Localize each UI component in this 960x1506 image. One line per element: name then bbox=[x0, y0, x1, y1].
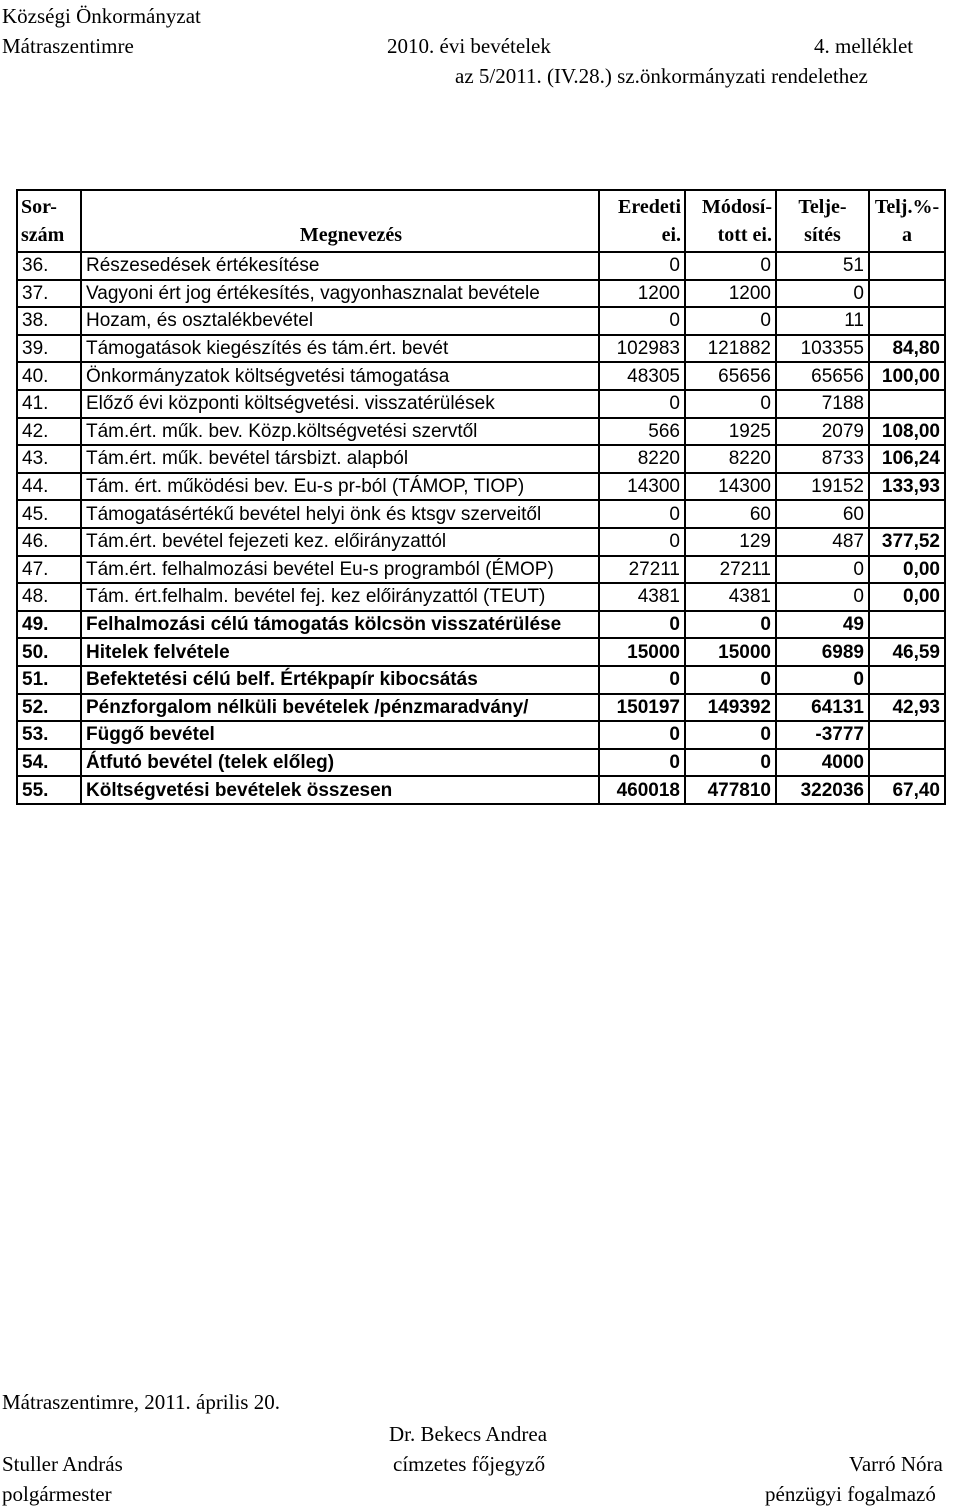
header-teljesites bbox=[776, 190, 869, 252]
row-eredeti: 15000 bbox=[599, 638, 685, 666]
table-body bbox=[17, 252, 945, 804]
row-teljesites: 4000 bbox=[776, 749, 869, 777]
row-teljesites: 51 bbox=[776, 252, 869, 280]
table-row bbox=[17, 528, 945, 556]
row-modositott: 477810 bbox=[685, 776, 776, 804]
table-row bbox=[17, 776, 945, 804]
row-telj-szazalek bbox=[869, 500, 945, 528]
header-eredeti-line2: ei. bbox=[661, 224, 681, 246]
table-row bbox=[17, 500, 945, 528]
row-number: 48. bbox=[17, 583, 81, 611]
row-telj-szazalek: 133,93 bbox=[869, 473, 945, 501]
row-modositott: 27211 bbox=[685, 556, 776, 584]
row-telj-szazalek bbox=[869, 307, 945, 335]
row-name: Vagyoni ért jog értékesítés, vagyonhasznalat bevétele bbox=[81, 280, 599, 308]
finance-officer-name: Varró Nóra bbox=[849, 1452, 943, 1476]
header-eredeti bbox=[599, 190, 685, 252]
row-name: Támogatások kiegészítés és tám.ért. bevét bbox=[81, 335, 599, 363]
row-number: 41. bbox=[17, 390, 81, 418]
row-modositott: 4381 bbox=[685, 583, 776, 611]
row-telj-szazalek: 0,00 bbox=[869, 556, 945, 584]
row-eredeti: 48305 bbox=[599, 362, 685, 390]
row-name: Önkormányzatok költségvetési támogatása bbox=[81, 362, 599, 390]
row-eredeti: 1200 bbox=[599, 280, 685, 308]
row-modositott: 60 bbox=[685, 500, 776, 528]
row-eredeti: 0 bbox=[599, 252, 685, 280]
row-teljesites: 2079 bbox=[776, 418, 869, 446]
row-teljesites: 11 bbox=[776, 307, 869, 335]
row-modositott: 8220 bbox=[685, 445, 776, 473]
row-number: 42. bbox=[17, 418, 81, 446]
row-eredeti: 0 bbox=[599, 390, 685, 418]
table-row bbox=[17, 666, 945, 694]
row-eredeti: 14300 bbox=[599, 473, 685, 501]
row-modositott: 14300 bbox=[685, 473, 776, 501]
row-eredeti: 0 bbox=[599, 528, 685, 556]
header-eredeti-line1: Eredeti bbox=[618, 196, 681, 218]
table-row bbox=[17, 749, 945, 777]
row-telj-szazalek bbox=[869, 611, 945, 639]
row-number: 55. bbox=[17, 776, 81, 804]
row-eredeti: 27211 bbox=[599, 556, 685, 584]
row-number: 45. bbox=[17, 500, 81, 528]
row-modositott: 1200 bbox=[685, 280, 776, 308]
row-name: Függő bevétel bbox=[81, 721, 599, 749]
row-eredeti: 0 bbox=[599, 666, 685, 694]
row-telj-szazalek: 67,40 bbox=[869, 776, 945, 804]
row-modositott: 0 bbox=[685, 666, 776, 694]
row-number: 37. bbox=[17, 280, 81, 308]
row-number: 47. bbox=[17, 556, 81, 584]
header-modositott bbox=[685, 190, 776, 252]
row-name: Hozam, és osztalékbevétel bbox=[81, 307, 599, 335]
row-name: Tám.ért. felhalmozási bevétel Eu-s programból (ÉMOP) bbox=[81, 556, 599, 584]
row-number: 39. bbox=[17, 335, 81, 363]
row-eredeti: 0 bbox=[599, 611, 685, 639]
organization-name: Községi Önkormányzat bbox=[2, 4, 201, 28]
table-row bbox=[17, 611, 945, 639]
table-row bbox=[17, 556, 945, 584]
row-teljesites: 0 bbox=[776, 666, 869, 694]
row-teljesites: 103355 bbox=[776, 335, 869, 363]
row-telj-szazalek: 84,80 bbox=[869, 335, 945, 363]
row-teljesites: 7188 bbox=[776, 390, 869, 418]
row-teljesites: 322036 bbox=[776, 776, 869, 804]
row-teljesites: 8733 bbox=[776, 445, 869, 473]
row-teljesites: 487 bbox=[776, 528, 869, 556]
document-title: 2010. évi bevételek bbox=[387, 34, 551, 58]
row-eredeti: 8220 bbox=[599, 445, 685, 473]
header-pct-line1: Telj.%- bbox=[874, 196, 940, 218]
row-modositott: 0 bbox=[685, 390, 776, 418]
row-telj-szazalek: 106,24 bbox=[869, 445, 945, 473]
row-eredeti: 0 bbox=[599, 721, 685, 749]
row-modositott: 0 bbox=[685, 749, 776, 777]
row-telj-szazalek bbox=[869, 252, 945, 280]
header-sorszam-line2: szám bbox=[21, 224, 65, 246]
table-row bbox=[17, 583, 945, 611]
table-row bbox=[17, 638, 945, 666]
row-number: 36. bbox=[17, 252, 81, 280]
decree-reference: az 5/2011. (IV.28.) sz.önkormányzati rendelethez bbox=[455, 64, 868, 88]
row-name: Tám.ért. műk. bevétel társbizt. alapból bbox=[81, 445, 599, 473]
row-name: Átfutó bevétel (telek előleg) bbox=[81, 749, 599, 777]
row-teljesites: 60 bbox=[776, 500, 869, 528]
revenue-table bbox=[16, 189, 946, 805]
row-name: Befektetési célú belf. Értékpapír kibocsátás bbox=[81, 666, 599, 694]
table-row bbox=[17, 445, 945, 473]
row-modositott: 1925 bbox=[685, 418, 776, 446]
notary-name: Dr. Bekecs Andrea bbox=[389, 1422, 548, 1446]
row-teljesites: -3777 bbox=[776, 721, 869, 749]
row-eredeti: 4381 bbox=[599, 583, 685, 611]
row-telj-szazalek: 377,52 bbox=[869, 528, 945, 556]
row-number: 53. bbox=[17, 721, 81, 749]
table-row bbox=[17, 335, 945, 363]
row-telj-szazalek bbox=[869, 390, 945, 418]
annex-label: 4. melléklet bbox=[814, 34, 914, 58]
row-modositott: 0 bbox=[685, 252, 776, 280]
row-modositott: 149392 bbox=[685, 694, 776, 722]
notary-role: címzetes főjegyző bbox=[393, 1452, 546, 1476]
row-telj-szazalek bbox=[869, 721, 945, 749]
row-telj-szazalek bbox=[869, 666, 945, 694]
header-sorszam-line1: Sor- bbox=[21, 196, 57, 218]
header-teljesites-line2: sítés bbox=[804, 224, 841, 246]
row-name: Tám. ért.felhalm. bevétel fej. kez előirányzattól (TEUT) bbox=[81, 583, 599, 611]
row-eredeti: 0 bbox=[599, 307, 685, 335]
row-modositott: 121882 bbox=[685, 335, 776, 363]
row-number: 46. bbox=[17, 528, 81, 556]
table-row bbox=[17, 390, 945, 418]
table-row bbox=[17, 307, 945, 335]
town-name: Mátraszentimre bbox=[2, 34, 134, 58]
row-teljesites: 6989 bbox=[776, 638, 869, 666]
row-number: 40. bbox=[17, 362, 81, 390]
header-megnevezes: Megnevezés bbox=[81, 190, 599, 252]
row-teljesites: 19152 bbox=[776, 473, 869, 501]
row-name: Tám. ért. működési bev. Eu-s pr-ból (TÁMOP, TIOP) bbox=[81, 473, 599, 501]
row-eredeti: 0 bbox=[599, 749, 685, 777]
row-teljesites: 64131 bbox=[776, 694, 869, 722]
row-telj-szazalek: 42,93 bbox=[869, 694, 945, 722]
row-telj-szazalek bbox=[869, 749, 945, 777]
header-modositott-line1: Módosí- bbox=[702, 196, 772, 218]
place-and-date: Mátraszentimre, 2011. április 20. bbox=[2, 1390, 280, 1414]
table-row bbox=[17, 721, 945, 749]
row-eredeti: 566 bbox=[599, 418, 685, 446]
row-number: 52. bbox=[17, 694, 81, 722]
row-telj-szazalek: 100,00 bbox=[869, 362, 945, 390]
row-eredeti: 150197 bbox=[599, 694, 685, 722]
row-name: Hitelek felvétele bbox=[81, 638, 599, 666]
header-sorszam bbox=[17, 190, 81, 252]
table-row bbox=[17, 362, 945, 390]
row-teljesites: 49 bbox=[776, 611, 869, 639]
row-modositott: 0 bbox=[685, 721, 776, 749]
row-telj-szazalek: 0,00 bbox=[869, 583, 945, 611]
header-modositott-line2: tott ei. bbox=[717, 224, 772, 246]
row-name: Pénzforgalom nélküli bevételek /pénzmaradvány/ bbox=[81, 694, 599, 722]
row-number: 44. bbox=[17, 473, 81, 501]
row-name: Költségvetési bevételek összesen bbox=[81, 776, 599, 804]
row-modositott: 129 bbox=[685, 528, 776, 556]
row-telj-szazalek: 108,00 bbox=[869, 418, 945, 446]
table-header-row bbox=[17, 190, 945, 252]
row-eredeti: 0 bbox=[599, 500, 685, 528]
row-number: 49. bbox=[17, 611, 81, 639]
row-telj-szazalek: 46,59 bbox=[869, 638, 945, 666]
row-number: 43. bbox=[17, 445, 81, 473]
table-row bbox=[17, 418, 945, 446]
row-eredeti: 102983 bbox=[599, 335, 685, 363]
header-teljesites-line1: Telje- bbox=[798, 196, 847, 218]
row-name: Előző évi központi költségvetési. visszatérülések bbox=[81, 390, 599, 418]
row-number: 54. bbox=[17, 749, 81, 777]
row-modositott: 65656 bbox=[685, 362, 776, 390]
row-number: 50. bbox=[17, 638, 81, 666]
row-teljesites: 0 bbox=[776, 556, 869, 584]
header-telj-szazalek bbox=[869, 190, 945, 252]
table-row bbox=[17, 473, 945, 501]
row-name: Támogatásértékű bevétel helyi önk és ktsgv szerveitől bbox=[81, 500, 599, 528]
row-name: Tám.ért. bevétel fejezeti kez. előirányzattól bbox=[81, 528, 599, 556]
row-name: Felhalmozási célú támogatás kölcsön visszatérülése bbox=[81, 611, 599, 639]
mayor-role: polgármester bbox=[2, 1482, 112, 1506]
row-modositott: 0 bbox=[685, 611, 776, 639]
row-modositott: 15000 bbox=[685, 638, 776, 666]
row-name: Tám.ért. műk. bev. Közp.költségvetési szervtől bbox=[81, 418, 599, 446]
row-name: Részesedések értékesítése bbox=[81, 252, 599, 280]
row-modositott: 0 bbox=[685, 307, 776, 335]
header-pct-line2: a bbox=[902, 224, 912, 246]
finance-officer-role: pénzügyi fogalmazó bbox=[765, 1482, 936, 1506]
row-teljesites: 0 bbox=[776, 280, 869, 308]
table-row bbox=[17, 280, 945, 308]
mayor-name: Stuller András bbox=[2, 1452, 123, 1476]
row-number: 38. bbox=[17, 307, 81, 335]
table-row bbox=[17, 694, 945, 722]
row-number: 51. bbox=[17, 666, 81, 694]
row-eredeti: 460018 bbox=[599, 776, 685, 804]
table-row bbox=[17, 252, 945, 280]
row-telj-szazalek bbox=[869, 280, 945, 308]
row-teljesites: 0 bbox=[776, 583, 869, 611]
row-teljesites: 65656 bbox=[776, 362, 869, 390]
